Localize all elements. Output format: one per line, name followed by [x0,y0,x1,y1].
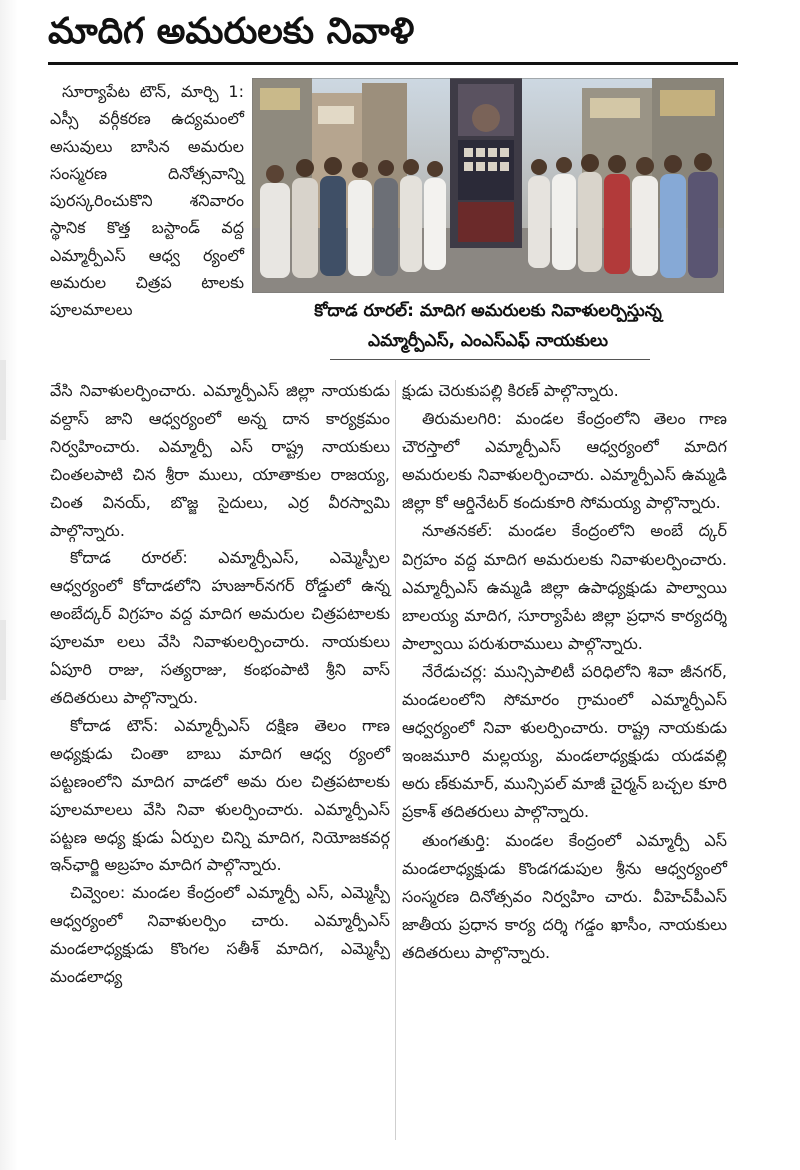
article-paragraph: చివ్వెంల: మండల కేంద్రంలో ఎమ్మార్పీ ఎస్, ఎమ్మెస్పీ ఆధ్వర్యంలో నివాళులర్పిం చారు. ఎమ్మార్పీఎస్ మండలాధ్యక్షుడు కొంగల సతీశ్ మాదిగ, ఎమ్మెస్పీ మండలాధ్య [50,883,390,987]
intro-paragraph: సూర్యాపేట టౌన్, మార్చి 1: ఎస్సీ వర్గీకరణ ఉద్యమంలో అసువులు బాసిన అమరుల సంస్మరణ దినోత్సవాన్ని పురస్కరించుకొని శనివారం స్థానిక కొత్త బస్టాండ్ వద్ద ఎమ్మార్పీఎస్ ఆధ్వ ర్యంలో అమరుల చిత్రప టాలకు పూలమాలలు [50,82,244,320]
caption-line-2: ఎమ్మార్పీఎస్, ఎంఎస్ఎఫ్ నాయకులు [368,331,608,351]
article-paragraph: తుంగతుర్తి: మండల కేంద్రంలో ఎమ్మార్పీ ఎస్ మండలాధ్యక్షుడు కొండగడుపుల శ్రీను ఆధ్వర్యంలో సంస్మరణ దినోత్సవం నిర్వహిం చారు. వీహెచ్‌పీఎస్ జాతీయ ప్రధాన కార్య దర్శి గడ్డం ఖాసీం, నాయకులు తదితరులు పాల్గొన్నారు. [402,830,727,962]
caption-rule [330,359,650,360]
right-column [402,377,727,967]
left-column [50,377,390,991]
edge-mark [0,360,6,440]
article-paragraph: నూతనకల్: మండల కేంద్రంలోని అంబే ద్కర్ విగ్రహం వద్ద మాదిగ అమరులకు నివాళులర్పించారు. ఎమ్మార్పీఎస్ ఉమ్మడి జిల్లా ఉపాధ్యక్షుడు పాల్వాయి బాలయ్య మాదిగ, సూర్యాపేట జిల్లా ప్రధాన కార్యదర్శి పాల్వాయి పరుశురాములు పాల్గొన్నారు. [402,521,727,653]
photo-caption [252,296,724,356]
article-paragraph: కోదాడ రూరల్: ఎమ్మార్పీఎస్, ఎమ్మెస్పీల ఆధ్వర్యంలో కోదాడలోని హుజూర్‌నగర్ రోడ్డులో ఉన్న అంబేద్కర్ విగ్రహం వద్ద మాదిగ అమరుల చిత్రపటాలకు పూలమా లలు వేసి నివాళులర్పించారు. నాయకులు ఏపూరి రాజు, సత్యరాజు, కంభంపాటి శ్రీని వాస్ తదితరులు పాల్గొన్నారు. [50,548,390,707]
article-paragraph: కోదాడ టౌన్: ఎమ్మార్పీఎస్ దక్షిణ తెలం గాణ అధ్యక్షుడు చింతా బాబు మాదిగ ఆధ్వ ర్యంలో పట్టణంలోని మాదిగ వాడలో అమ రుల చిత్రపటాలకు పూలమాలలు వేసి నివా ళులర్పించారు. ఎమ్మార్పీఎస్ పట్టణ అధ్య క్షుడు ఏర్పుల చిన్ని మాదిగ, నియోజకవర్గ ఇన్‌ఛార్జి అబ్రహం మాదిగ పాల్గొన్నారు. [50,715,390,875]
article-paragraph: వేసి నివాళులర్పించారు. ఎమ్మార్పీఎస్ జిల్లా నాయకుడు వల్దాస్ జాని ఆధ్వర్యంలో అన్న దాన కార్యక్రమం నిర్వహించారు. ఎమ్మార్పీ ఎస్ రాష్ట్ర నాయకులు చింతలపాటి చిన శ్రీరా ములు, యాతాకుల రాజయ్య, చింత వినయ్, బొజ్జ సైదులు, ఎర్ర వీరస్వామి పాల్గొన్నారు. [50,381,390,540]
intro-column [50,78,244,324]
page-edge [0,0,18,1170]
news-photo [252,78,724,293]
caption-line-1: కోదాడ రూరల్: మాదిగ అమరులకు నివాళులర్పిస్తున్న [314,301,662,321]
article-paragraph: తిరుమలగిరి: మండల కేంద్రంలోని తెలం గాణ చౌరస్తాలో ఎమ్మార్పీఎస్ ఆధ్వర్యంలో మాదిగ అమరులకు నివాళులర్పించారు. ఎమ్మార్పీఎస్ ఉమ్మడి జిల్లా కో ఆర్డినేటర్ కందుకూరి సోమయ్య పాల్గొన్నారు. [402,409,727,513]
edge-mark [0,620,6,700]
column-divider [395,380,396,1140]
article-paragraph: నేరేడుచర్ల: మున్సిపాలిటీ పరిధిలోని శివా జీనగర్, మండలంలోని సోమారం గ్రామంలో ఎమ్మార్పీఎస్ ఆధ్వర్యంలో నివా ళులర్పించారు. రాష్ట్ర నాయకుడు ఇంజమూరి మల్లయ్య, మండలాధ్యక్షుడు యడవల్లి అరు ణ్‌కుమార్, మున్సిపల్ మాజీ చైర్మన్ బచ్చల కూరి ప్రకాశ్ తదితరులు పాల్గొన్నారు. [402,661,727,822]
article-paragraph: క్షుడు చెరుకుపల్లి కిరణ్ పాల్గొన్నారు. [402,381,619,400]
headline: మాదిగ అమరులకు నివాళి [48,11,415,52]
photo-illustration [252,78,724,293]
headline-rule [48,62,738,65]
